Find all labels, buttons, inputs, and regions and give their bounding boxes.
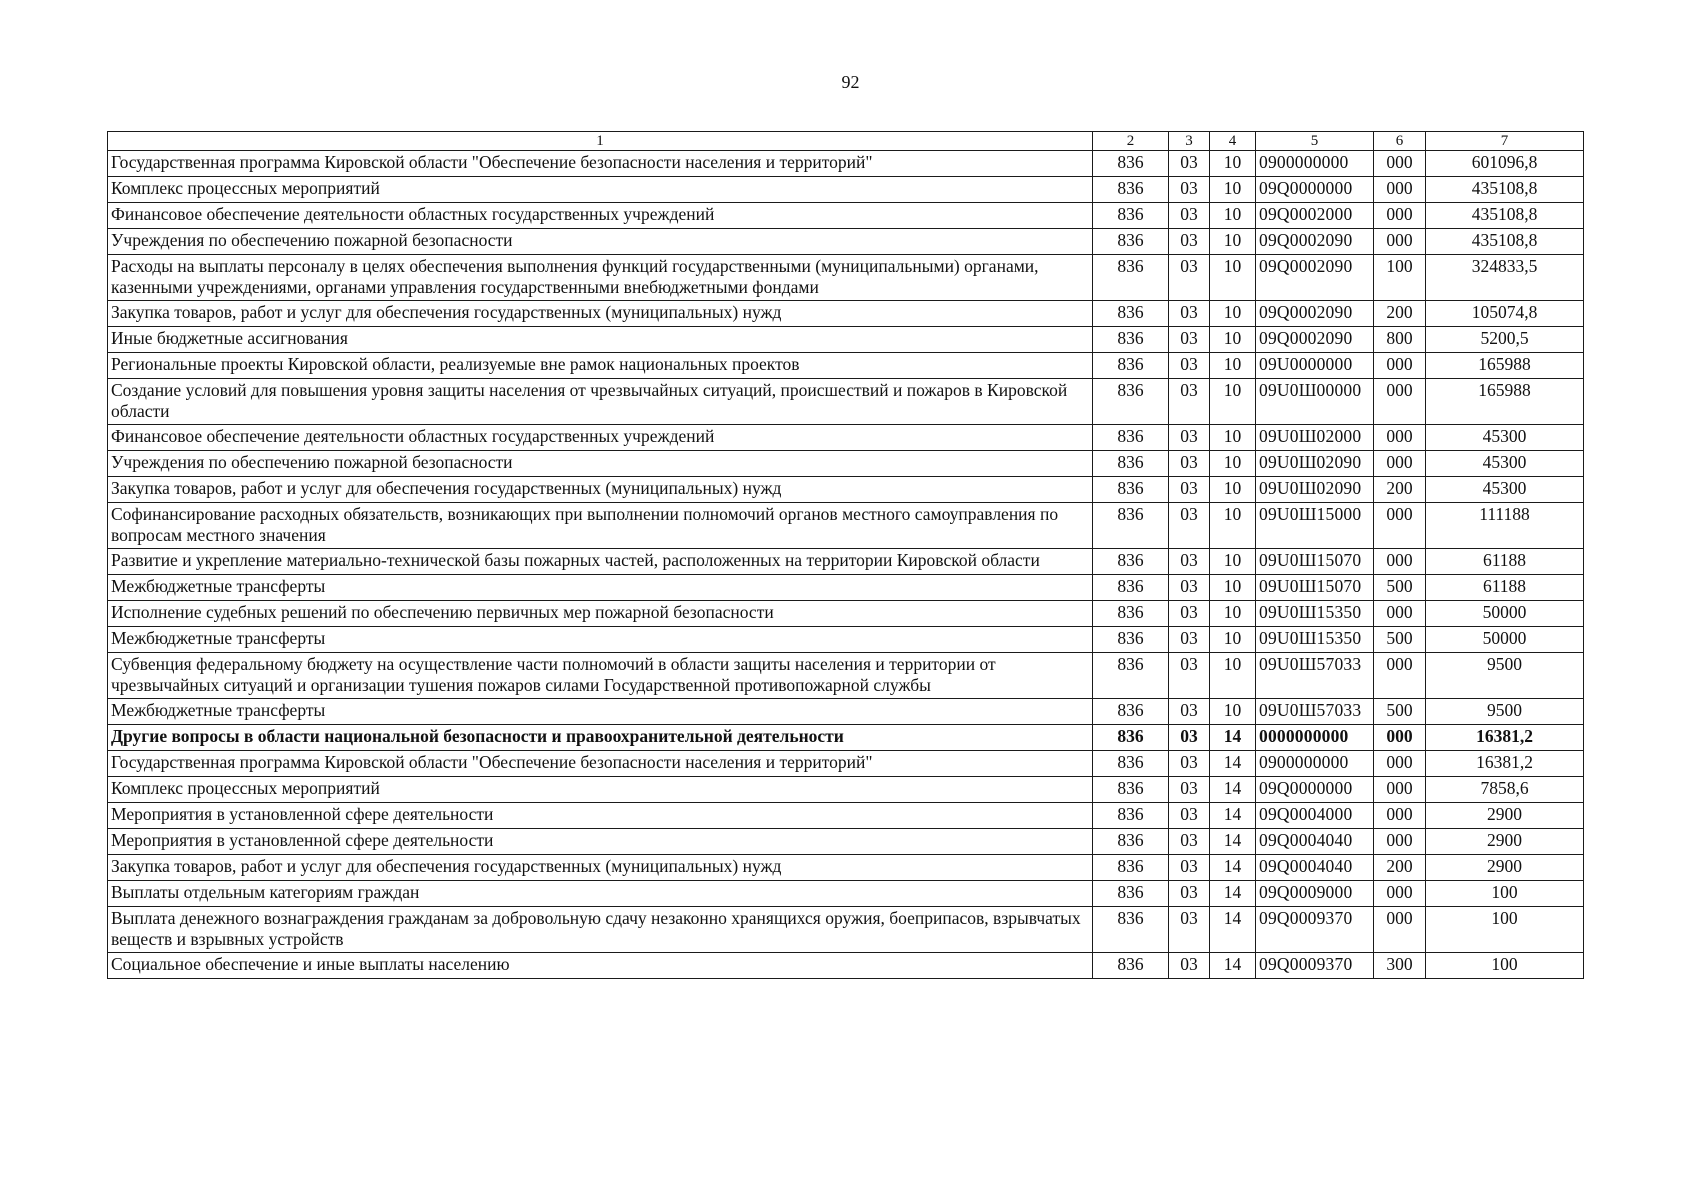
target-article-cell: 09Q0002000 — [1256, 203, 1374, 229]
table-row — [108, 777, 1584, 803]
section-code-cell: 03 — [1169, 451, 1210, 477]
admin-code-cell: 836 — [1093, 627, 1169, 653]
row-name-cell: Субвенция федеральному бюджету на осуществление части полномочий в области защиты населения и территории от чрезвычайных ситуаций и организации тушения пожаров силами Государственной противопожарной службы — [108, 653, 1093, 699]
section-code-cell: 03 — [1169, 777, 1210, 803]
column-header: 2 — [1093, 132, 1169, 151]
admin-code-cell: 836 — [1093, 301, 1169, 327]
amount-cell: 435108,8 — [1426, 229, 1584, 255]
row-name-cell: Финансовое обеспечение деятельности областных государственных учреждений — [108, 203, 1093, 229]
column-header: 7 — [1426, 132, 1584, 151]
amount-cell: 165988 — [1426, 353, 1584, 379]
target-article-cell: 09Q0004000 — [1256, 803, 1374, 829]
page-number: 92 — [841, 72, 860, 92]
admin-code-cell: 836 — [1093, 177, 1169, 203]
row-name-cell: Комплекс процессных мероприятий — [108, 777, 1093, 803]
amount-cell: 50000 — [1426, 627, 1584, 653]
admin-code-cell: 836 — [1093, 601, 1169, 627]
target-article-cell: 09U0Ш15000 — [1256, 503, 1374, 549]
row-name-cell: Комплекс процессных мероприятий — [108, 177, 1093, 203]
target-article-cell: 09U0Ш00000 — [1256, 379, 1374, 425]
target-article-cell: 0900000000 — [1256, 751, 1374, 777]
amount-cell: 100 — [1426, 881, 1584, 907]
table-row — [108, 803, 1584, 829]
expense-type-cell: 300 — [1374, 953, 1426, 979]
table-row — [108, 829, 1584, 855]
table-row — [108, 353, 1584, 379]
expense-type-cell: 100 — [1374, 255, 1426, 301]
target-article-cell: 09Q0002090 — [1256, 301, 1374, 327]
row-name-cell: Государственная программа Кировской области "Обеспечение безопасности населения и территорий" — [108, 751, 1093, 777]
expense-type-cell: 000 — [1374, 353, 1426, 379]
row-name-cell: Межбюджетные трансферты — [108, 699, 1093, 725]
subsection-code-cell: 10 — [1210, 177, 1256, 203]
row-name-cell: Развитие и укрепление материально-технической базы пожарных частей, расположенных на территории Кировской области — [108, 549, 1093, 575]
admin-code-cell: 836 — [1093, 549, 1169, 575]
expense-type-cell: 200 — [1374, 477, 1426, 503]
row-name-cell: Межбюджетные трансферты — [108, 627, 1093, 653]
row-name-cell: Государственная программа Кировской области "Обеспечение безопасности населения и территорий" — [108, 151, 1093, 177]
admin-code-cell: 836 — [1093, 575, 1169, 601]
section-code-cell: 03 — [1169, 177, 1210, 203]
section-code-cell: 03 — [1169, 477, 1210, 503]
subsection-code-cell: 10 — [1210, 601, 1256, 627]
admin-code-cell: 836 — [1093, 451, 1169, 477]
row-name-cell: Мероприятия в установленной сфере деятельности — [108, 829, 1093, 855]
amount-cell: 61188 — [1426, 575, 1584, 601]
subsection-code-cell: 10 — [1210, 699, 1256, 725]
row-name-cell: Межбюджетные трансферты — [108, 575, 1093, 601]
section-code-cell: 03 — [1169, 725, 1210, 751]
expense-type-cell: 200 — [1374, 301, 1426, 327]
row-name-cell: Выплаты отдельным категориям граждан — [108, 881, 1093, 907]
table-row — [108, 379, 1584, 425]
expense-type-cell: 500 — [1374, 699, 1426, 725]
table-row — [108, 699, 1584, 725]
column-header: 4 — [1210, 132, 1256, 151]
subsection-code-cell: 14 — [1210, 907, 1256, 953]
expense-type-cell: 000 — [1374, 203, 1426, 229]
expense-type-cell: 000 — [1374, 151, 1426, 177]
table-row — [108, 575, 1584, 601]
expense-type-cell: 000 — [1374, 803, 1426, 829]
expense-type-cell: 200 — [1374, 855, 1426, 881]
table-row — [108, 907, 1584, 953]
expense-type-cell: 500 — [1374, 575, 1426, 601]
column-header: 6 — [1374, 132, 1426, 151]
subsection-code-cell: 14 — [1210, 751, 1256, 777]
expense-type-cell: 000 — [1374, 751, 1426, 777]
target-article-cell: 09U0Ш02090 — [1256, 477, 1374, 503]
row-name-cell: Выплата денежного вознаграждения гражданам за добровольную сдачу незаконно хранящихся оружия, боеприпасов, взрывчатых веществ и взрывных устройств — [108, 907, 1093, 953]
table-body — [108, 151, 1584, 979]
target-article-cell: 09U0Ш15070 — [1256, 549, 1374, 575]
admin-code-cell: 836 — [1093, 151, 1169, 177]
expense-type-cell: 000 — [1374, 379, 1426, 425]
subsection-code-cell: 10 — [1210, 425, 1256, 451]
subsection-code-cell: 10 — [1210, 229, 1256, 255]
admin-code-cell: 836 — [1093, 203, 1169, 229]
section-code-cell: 03 — [1169, 653, 1210, 699]
column-header: 1 — [108, 132, 1093, 151]
target-article-cell: 09Q0000000 — [1256, 777, 1374, 803]
admin-code-cell: 836 — [1093, 907, 1169, 953]
target-article-cell: 09Q0009000 — [1256, 881, 1374, 907]
table-row — [108, 477, 1584, 503]
section-code-cell: 03 — [1169, 425, 1210, 451]
table-row — [108, 503, 1584, 549]
amount-cell: 100 — [1426, 953, 1584, 979]
admin-code-cell: 836 — [1093, 699, 1169, 725]
admin-code-cell: 836 — [1093, 229, 1169, 255]
amount-cell: 45300 — [1426, 451, 1584, 477]
subsection-code-cell: 10 — [1210, 477, 1256, 503]
expense-type-cell: 500 — [1374, 627, 1426, 653]
expense-type-cell: 000 — [1374, 907, 1426, 953]
admin-code-cell: 836 — [1093, 881, 1169, 907]
subsection-code-cell: 14 — [1210, 829, 1256, 855]
expense-type-cell: 000 — [1374, 653, 1426, 699]
target-article-cell: 09U0Ш02090 — [1256, 451, 1374, 477]
section-code-cell: 03 — [1169, 379, 1210, 425]
target-article-cell: 0900000000 — [1256, 151, 1374, 177]
section-code-cell: 03 — [1169, 301, 1210, 327]
admin-code-cell: 836 — [1093, 379, 1169, 425]
section-code-cell: 03 — [1169, 803, 1210, 829]
amount-cell: 16381,2 — [1426, 751, 1584, 777]
expense-type-cell: 000 — [1374, 549, 1426, 575]
expense-type-cell: 000 — [1374, 829, 1426, 855]
expense-type-cell: 000 — [1374, 229, 1426, 255]
expense-type-cell: 000 — [1374, 725, 1426, 751]
admin-code-cell: 836 — [1093, 777, 1169, 803]
table-row — [108, 203, 1584, 229]
table-row — [108, 229, 1584, 255]
expense-type-cell: 000 — [1374, 451, 1426, 477]
section-code-cell: 03 — [1169, 855, 1210, 881]
amount-cell: 50000 — [1426, 601, 1584, 627]
section-code-cell: 03 — [1169, 549, 1210, 575]
row-name-cell: Социальное обеспечение и иные выплаты населению — [108, 953, 1093, 979]
row-name-cell: Расходы на выплаты персоналу в целях обеспечения выполнения функций государственными (муниципальными) органами, казенными учреждениями, органами управления государственными внебюджетными фондами — [108, 255, 1093, 301]
admin-code-cell: 836 — [1093, 829, 1169, 855]
target-article-cell: 09U0000000 — [1256, 353, 1374, 379]
admin-code-cell: 836 — [1093, 255, 1169, 301]
subsection-code-cell: 14 — [1210, 881, 1256, 907]
table-row — [108, 425, 1584, 451]
subsection-code-cell: 10 — [1210, 151, 1256, 177]
section-code-cell: 03 — [1169, 229, 1210, 255]
subsection-code-cell: 14 — [1210, 725, 1256, 751]
table-row — [108, 881, 1584, 907]
expense-type-cell: 000 — [1374, 777, 1426, 803]
section-code-cell: 03 — [1169, 907, 1210, 953]
amount-cell: 61188 — [1426, 549, 1584, 575]
column-header: 3 — [1169, 132, 1210, 151]
table-header-row — [108, 132, 1584, 151]
table-row — [108, 751, 1584, 777]
amount-cell: 9500 — [1426, 653, 1584, 699]
admin-code-cell: 836 — [1093, 653, 1169, 699]
subsection-code-cell: 10 — [1210, 379, 1256, 425]
target-article-cell: 09U0Ш15350 — [1256, 627, 1374, 653]
section-code-cell: 03 — [1169, 353, 1210, 379]
expense-type-cell: 800 — [1374, 327, 1426, 353]
budget-table — [107, 131, 1584, 979]
section-code-cell: 03 — [1169, 881, 1210, 907]
section-code-cell: 03 — [1169, 751, 1210, 777]
target-article-cell: 09U0Ш02000 — [1256, 425, 1374, 451]
expense-type-cell: 000 — [1374, 601, 1426, 627]
admin-code-cell: 836 — [1093, 803, 1169, 829]
admin-code-cell: 836 — [1093, 855, 1169, 881]
table-row — [108, 653, 1584, 699]
table-row — [108, 177, 1584, 203]
section-code-cell: 03 — [1169, 601, 1210, 627]
target-article-cell: 09Q0002090 — [1256, 327, 1374, 353]
amount-cell: 435108,8 — [1426, 177, 1584, 203]
section-code-cell: 03 — [1169, 327, 1210, 353]
section-code-cell: 03 — [1169, 627, 1210, 653]
table-row — [108, 725, 1584, 751]
table-row — [108, 953, 1584, 979]
amount-cell: 2900 — [1426, 829, 1584, 855]
admin-code-cell: 836 — [1093, 503, 1169, 549]
row-name-cell: Закупка товаров, работ и услуг для обеспечения государственных (муниципальных) нужд — [108, 477, 1093, 503]
subsection-code-cell: 14 — [1210, 953, 1256, 979]
amount-cell: 324833,5 — [1426, 255, 1584, 301]
target-article-cell: 09Q0002090 — [1256, 229, 1374, 255]
section-code-cell: 03 — [1169, 575, 1210, 601]
row-name-cell: Учреждения по обеспечению пожарной безопасности — [108, 229, 1093, 255]
table-row — [108, 255, 1584, 301]
admin-code-cell: 836 — [1093, 327, 1169, 353]
subsection-code-cell: 10 — [1210, 503, 1256, 549]
target-article-cell: 09Q0009370 — [1256, 953, 1374, 979]
amount-cell: 16381,2 — [1426, 725, 1584, 751]
row-name-cell: Региональные проекты Кировской области, реализуемые вне рамок национальных проектов — [108, 353, 1093, 379]
row-name-cell: Другие вопросы в области национальной безопасности и правоохранительной деятельности — [108, 725, 1093, 751]
amount-cell: 100 — [1426, 907, 1584, 953]
row-name-cell: Иные бюджетные ассигнования — [108, 327, 1093, 353]
row-name-cell: Мероприятия в установленной сфере деятельности — [108, 803, 1093, 829]
row-name-cell: Учреждения по обеспечению пожарной безопасности — [108, 451, 1093, 477]
section-code-cell: 03 — [1169, 151, 1210, 177]
amount-cell: 5200,5 — [1426, 327, 1584, 353]
subsection-code-cell: 10 — [1210, 653, 1256, 699]
table-row — [108, 451, 1584, 477]
expense-type-cell: 000 — [1374, 425, 1426, 451]
section-code-cell: 03 — [1169, 699, 1210, 725]
target-article-cell: 0000000000 — [1256, 725, 1374, 751]
target-article-cell: 09Q0009370 — [1256, 907, 1374, 953]
amount-cell: 111188 — [1426, 503, 1584, 549]
table-row — [108, 601, 1584, 627]
amount-cell: 9500 — [1426, 699, 1584, 725]
subsection-code-cell: 14 — [1210, 777, 1256, 803]
table-row — [108, 549, 1584, 575]
column-header: 5 — [1256, 132, 1374, 151]
target-article-cell: 09Q0004040 — [1256, 855, 1374, 881]
amount-cell: 7858,6 — [1426, 777, 1584, 803]
table-row — [108, 855, 1584, 881]
section-code-cell: 03 — [1169, 953, 1210, 979]
amount-cell: 105074,8 — [1426, 301, 1584, 327]
section-code-cell: 03 — [1169, 203, 1210, 229]
row-name-cell: Закупка товаров, работ и услуг для обеспечения государственных (муниципальных) нужд — [108, 301, 1093, 327]
admin-code-cell: 836 — [1093, 953, 1169, 979]
section-code-cell: 03 — [1169, 255, 1210, 301]
target-article-cell: 09Q0002090 — [1256, 255, 1374, 301]
admin-code-cell: 836 — [1093, 751, 1169, 777]
target-article-cell: 09U0Ш15350 — [1256, 601, 1374, 627]
section-code-cell: 03 — [1169, 503, 1210, 549]
target-article-cell: 09Q0004040 — [1256, 829, 1374, 855]
subsection-code-cell: 10 — [1210, 353, 1256, 379]
target-article-cell: 09Q0000000 — [1256, 177, 1374, 203]
subsection-code-cell: 10 — [1210, 627, 1256, 653]
amount-cell: 45300 — [1426, 425, 1584, 451]
amount-cell: 2900 — [1426, 855, 1584, 881]
table-row — [108, 151, 1584, 177]
row-name-cell: Софинансирование расходных обязательств, возникающих при выполнении полномочий органов местного самоуправления по вопросам местного значения — [108, 503, 1093, 549]
subsection-code-cell: 10 — [1210, 301, 1256, 327]
row-name-cell: Создание условий для повышения уровня защиты населения от чрезвычайных ситуаций, происшествий и пожаров в Кировской области — [108, 379, 1093, 425]
amount-cell: 45300 — [1426, 477, 1584, 503]
subsection-code-cell: 14 — [1210, 855, 1256, 881]
target-article-cell: 09U0Ш57033 — [1256, 699, 1374, 725]
subsection-code-cell: 10 — [1210, 255, 1256, 301]
admin-code-cell: 836 — [1093, 353, 1169, 379]
subsection-code-cell: 10 — [1210, 203, 1256, 229]
expense-type-cell: 000 — [1374, 503, 1426, 549]
row-name-cell: Закупка товаров, работ и услуг для обеспечения государственных (муниципальных) нужд — [108, 855, 1093, 881]
table-row — [108, 301, 1584, 327]
admin-code-cell: 836 — [1093, 725, 1169, 751]
row-name-cell: Финансовое обеспечение деятельности областных государственных учреждений — [108, 425, 1093, 451]
expense-type-cell: 000 — [1374, 881, 1426, 907]
amount-cell: 2900 — [1426, 803, 1584, 829]
target-article-cell: 09U0Ш15070 — [1256, 575, 1374, 601]
subsection-code-cell: 10 — [1210, 451, 1256, 477]
admin-code-cell: 836 — [1093, 425, 1169, 451]
target-article-cell: 09U0Ш57033 — [1256, 653, 1374, 699]
amount-cell: 601096,8 — [1426, 151, 1584, 177]
amount-cell: 435108,8 — [1426, 203, 1584, 229]
row-name-cell: Исполнение судебных решений по обеспечению первичных мер пожарной безопасности — [108, 601, 1093, 627]
amount-cell: 165988 — [1426, 379, 1584, 425]
table-row — [108, 627, 1584, 653]
expense-type-cell: 000 — [1374, 177, 1426, 203]
admin-code-cell: 836 — [1093, 477, 1169, 503]
section-code-cell: 03 — [1169, 829, 1210, 855]
subsection-code-cell: 14 — [1210, 803, 1256, 829]
table-row — [108, 327, 1584, 353]
subsection-code-cell: 10 — [1210, 549, 1256, 575]
subsection-code-cell: 10 — [1210, 327, 1256, 353]
subsection-code-cell: 10 — [1210, 575, 1256, 601]
